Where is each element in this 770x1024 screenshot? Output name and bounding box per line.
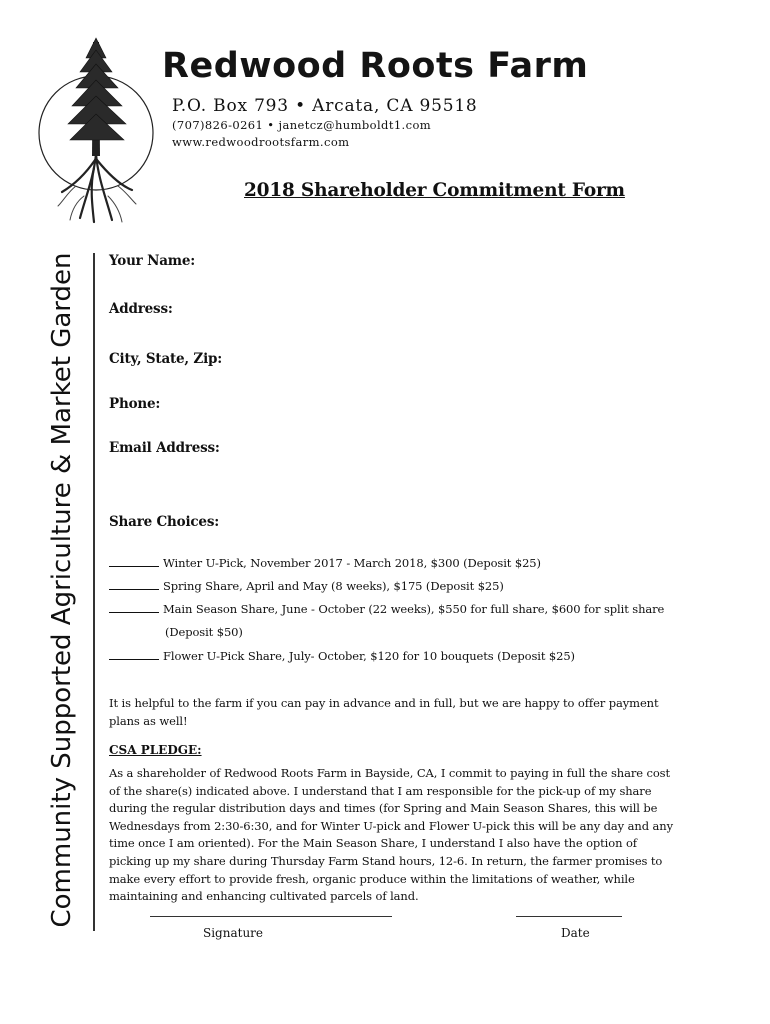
farm-contact: (707)826-0261 • janetcz@humboldt1.com xyxy=(172,118,432,132)
signature-label: Signature xyxy=(203,926,264,940)
redwood-tree-logo xyxy=(36,36,156,226)
farm-website: www.redwoodrootsfarm.com xyxy=(172,135,350,149)
side-divider xyxy=(93,253,95,931)
date-line[interactable] xyxy=(516,916,622,917)
choice-text: Spring Share, April and May (8 weeks), $175 (Deposit $25) xyxy=(163,579,504,593)
farm-address: P.O. Box 793 • Arcata, CA 95518 xyxy=(172,96,478,116)
choice-text: Main Season Share, June - October (22 weeks), $550 for full share, $600 for split share xyxy=(163,602,665,616)
farm-name: Redwood Roots Farm xyxy=(162,46,589,86)
pledge-heading: CSA PLEDGE: xyxy=(109,743,202,757)
name-field-label: Your Name: xyxy=(109,253,196,269)
payment-note: It is helpful to the farm if you can pay in advance and in full, but we are happy to offer payment plans as well! xyxy=(109,696,659,728)
signature-line[interactable] xyxy=(150,916,392,917)
choice-blank[interactable] xyxy=(109,659,159,660)
date-label: Date xyxy=(561,926,590,940)
choice-blank[interactable] xyxy=(109,566,159,567)
pledge-text: As a shareholder of Redwood Roots Farm in Bayside, CA, I commit to paying in full the share cost of the share(s) indicated above. I understand that I am responsible for the pick-up of my share during the regular distribution days and times (for Spring and Main Season Shares, this will be Wednesdays from 2:30-6:30, and for Winter U-pick and Flower U-pick this will be any day and any time once I am oriented). For the Main Season Share, I understand I also have the option of picking up my share during Thursday Farm Stand hours, 12-6. In return, the farmer promises to make every effort to provide fresh, organic produce within the limitations of weather, while maintaining and enhancing cultivated parcels of land. xyxy=(109,766,673,904)
side-tagline: Community Supported Agriculture & Market Garden xyxy=(47,252,77,928)
email-field-label: Email Address: xyxy=(109,440,220,456)
choice-winter-upick[interactable] xyxy=(109,556,541,570)
city-field-label: City, State, Zip: xyxy=(109,351,223,367)
choice-main-season[interactable] xyxy=(109,602,664,616)
choice-main-season-deposit: (Deposit $50) xyxy=(165,625,243,639)
choice-text: Flower U-Pick Share, July- October, $120 for 10 bouquets (Deposit $25) xyxy=(163,649,575,663)
phone-field-label: Phone: xyxy=(109,396,161,412)
address-field-label: Address: xyxy=(109,301,173,317)
choice-spring-share[interactable] xyxy=(109,579,504,593)
choice-flower-upick[interactable] xyxy=(109,649,575,663)
choice-blank[interactable] xyxy=(109,612,159,613)
form-title: 2018 Shareholder Commitment Form xyxy=(244,180,625,201)
choice-text: Winter U-Pick, November 2017 - March 2018, $300 (Deposit $25) xyxy=(163,556,541,570)
choice-blank[interactable] xyxy=(109,589,159,590)
share-choices-label: Share Choices: xyxy=(109,514,219,530)
